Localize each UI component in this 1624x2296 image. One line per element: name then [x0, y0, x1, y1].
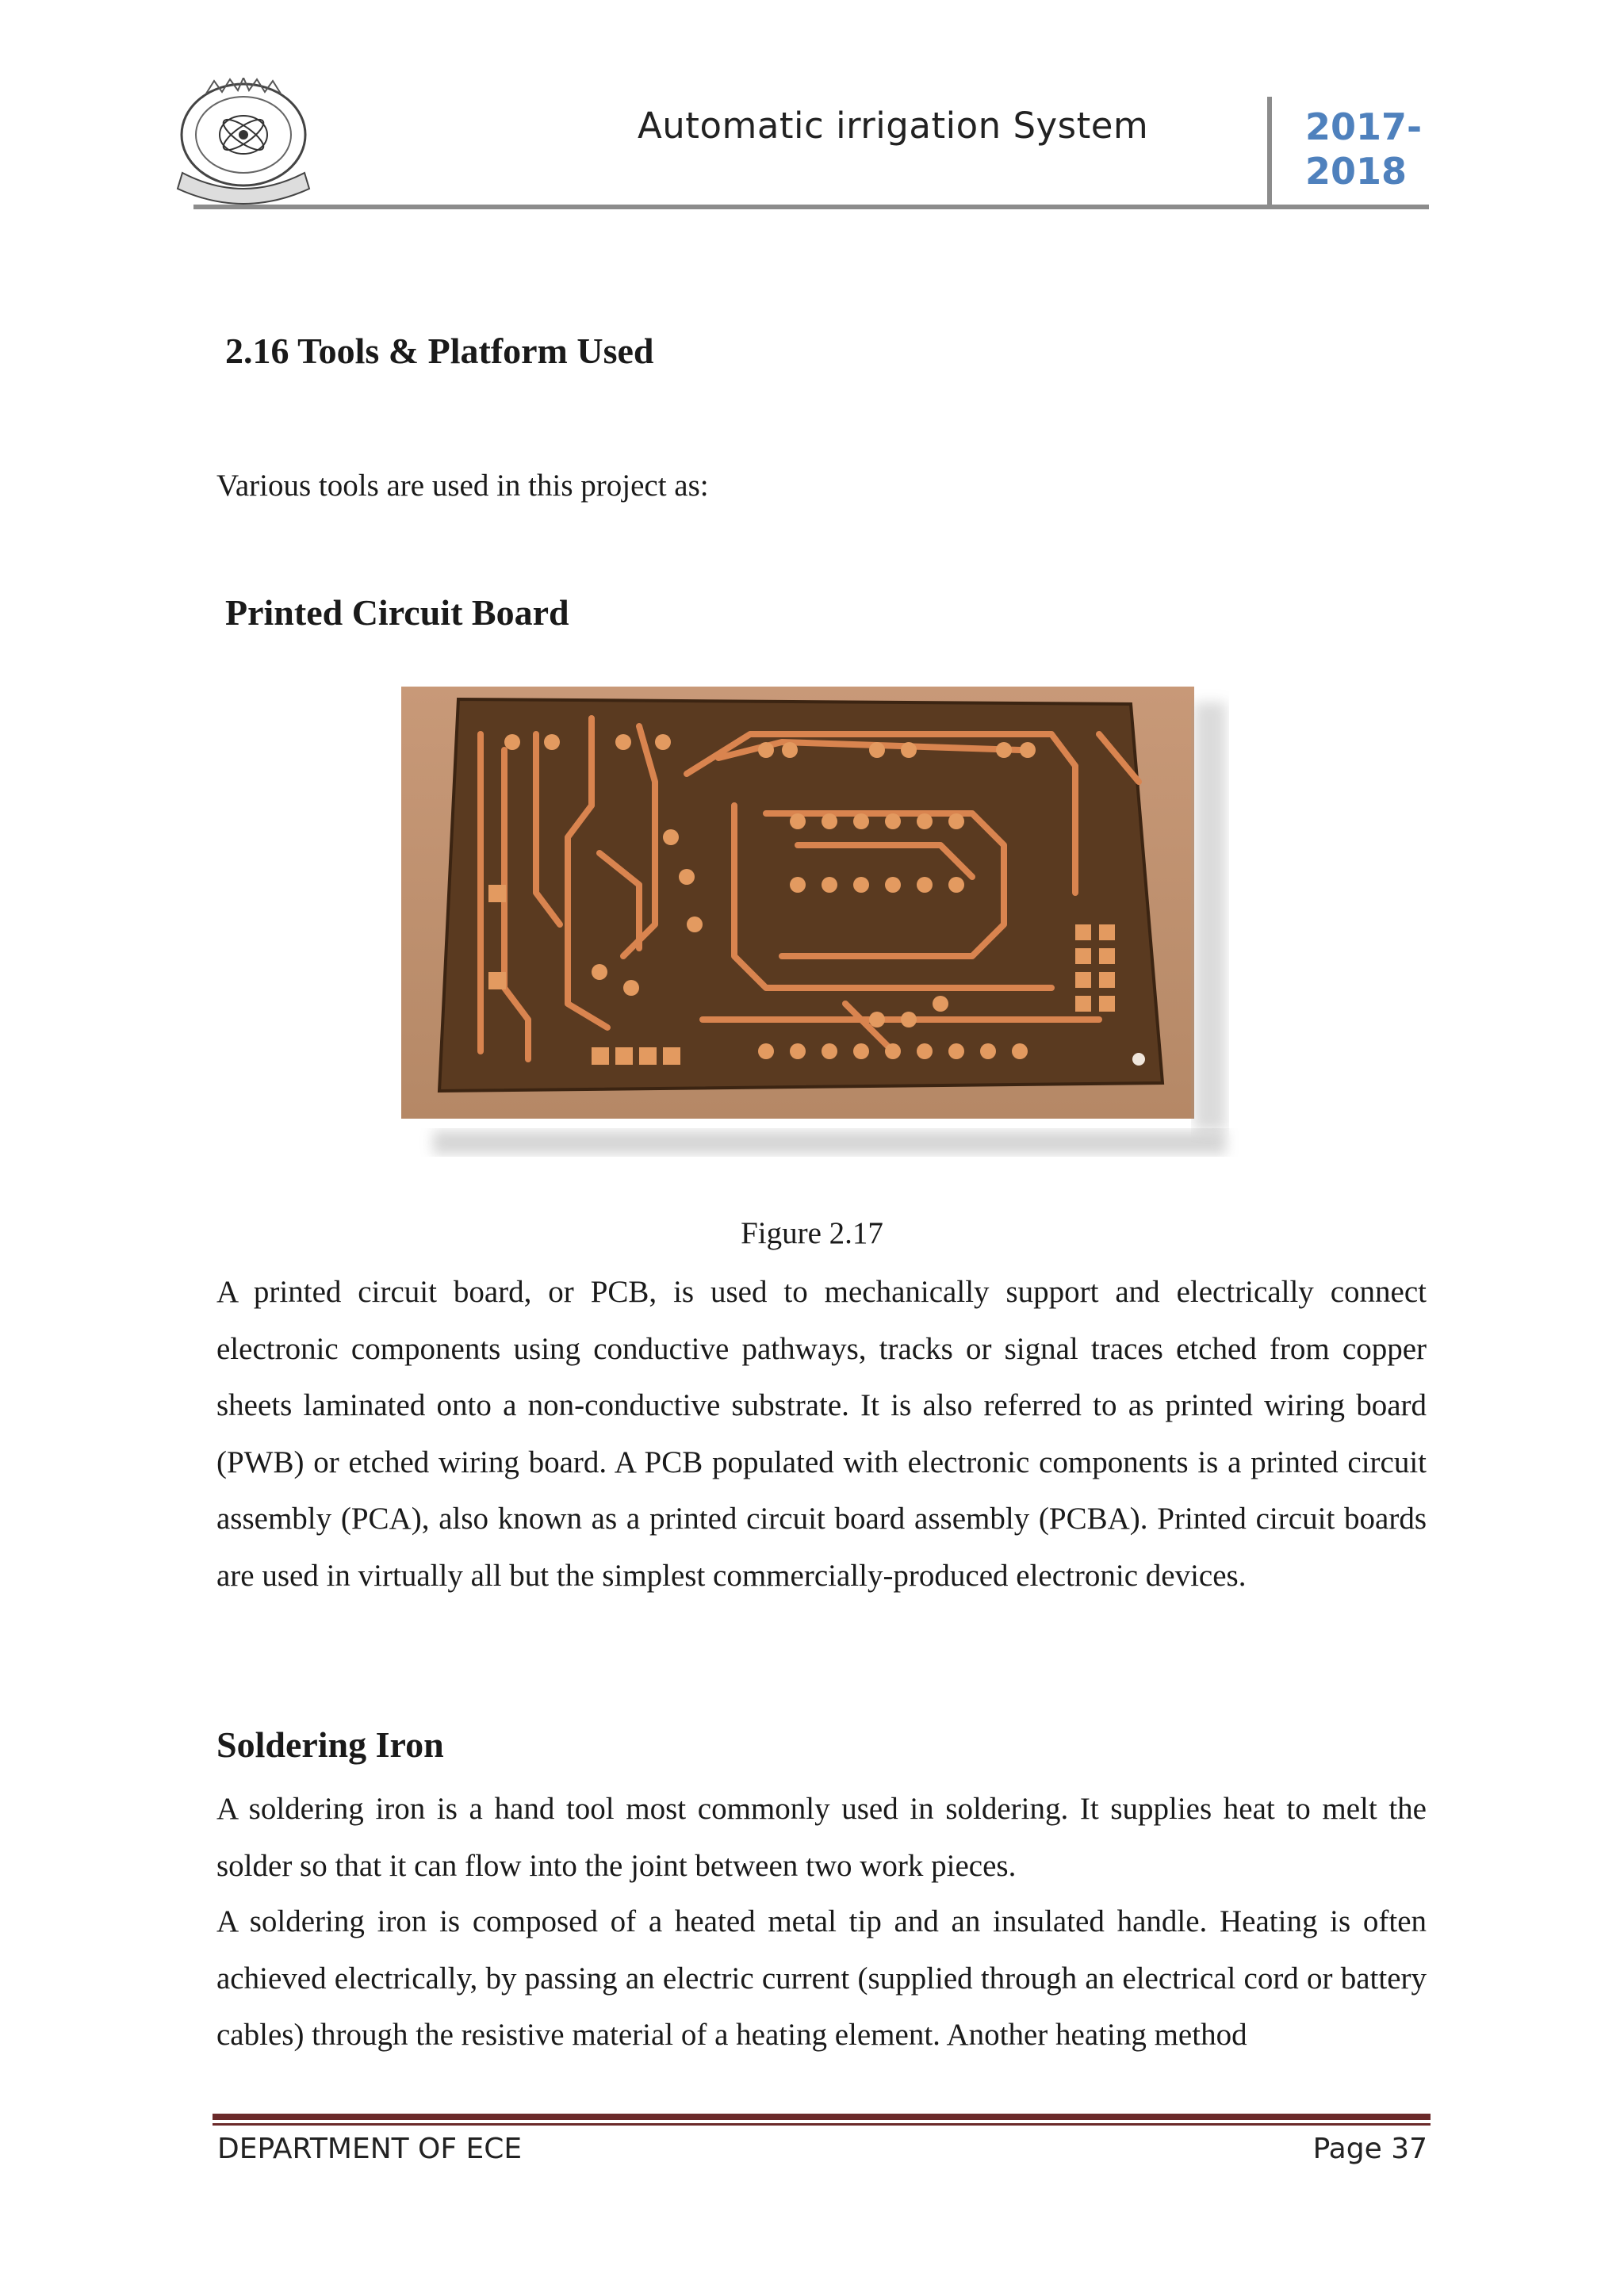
footer-rule-thin — [213, 2123, 1431, 2126]
header-title: Automatic irrigation System — [638, 105, 1149, 147]
footer-rule — [213, 2114, 1431, 2120]
soldering-paragraph-1: A soldering iron is a hand tool most commonly used in soldering. It supplies heat to melt the solder so that it can flow into the joint between two work pieces. — [216, 1792, 1427, 1883]
header-year: 2017-2018 — [1305, 105, 1423, 193]
soldering-paragraph-2: A soldering iron is composed of a heated metal tip and an insulated handle. Heating is often achieved electrically, by passing an electric current (supplied through an electrical cord or battery cables) through the resistive material of a heating element. Another heating method — [216, 1904, 1427, 2052]
header-rule — [193, 205, 1429, 209]
figure-caption: Figure 2.17 — [741, 1216, 883, 1250]
section-heading: 2.16 Tools & Platform Used — [225, 331, 654, 371]
page-number: Page 37 — [1312, 2133, 1427, 2165]
college-logo — [159, 78, 328, 209]
header-divider — [1267, 97, 1272, 208]
pcb-figure-image — [401, 687, 1242, 1170]
pcb-paragraph: A printed circuit board, or PCB, is used to mechanically support and electrically connect electronic components using conductive pathways, tracks or signal traces etched from copper sheets laminated onto a non-conductive substrate. It is also referred to as printed wiring board (PWB) or etched wiring board. A PCB populated with electronic components is a printed circuit assembly (PCA), also known as a printed circuit board assembly (PCBA). Printed circuit boards are used in virtually all but the simplest commercially-produced electronic devices. — [216, 1275, 1427, 1593]
pcb-heading: Printed Circuit Board — [225, 592, 569, 633]
footer-department: DEPARTMENT OF ECE — [217, 2133, 523, 2165]
intro-text: Various tools are used in this project as: — [216, 469, 709, 503]
soldering-heading: Soldering Iron — [216, 1724, 444, 1765]
